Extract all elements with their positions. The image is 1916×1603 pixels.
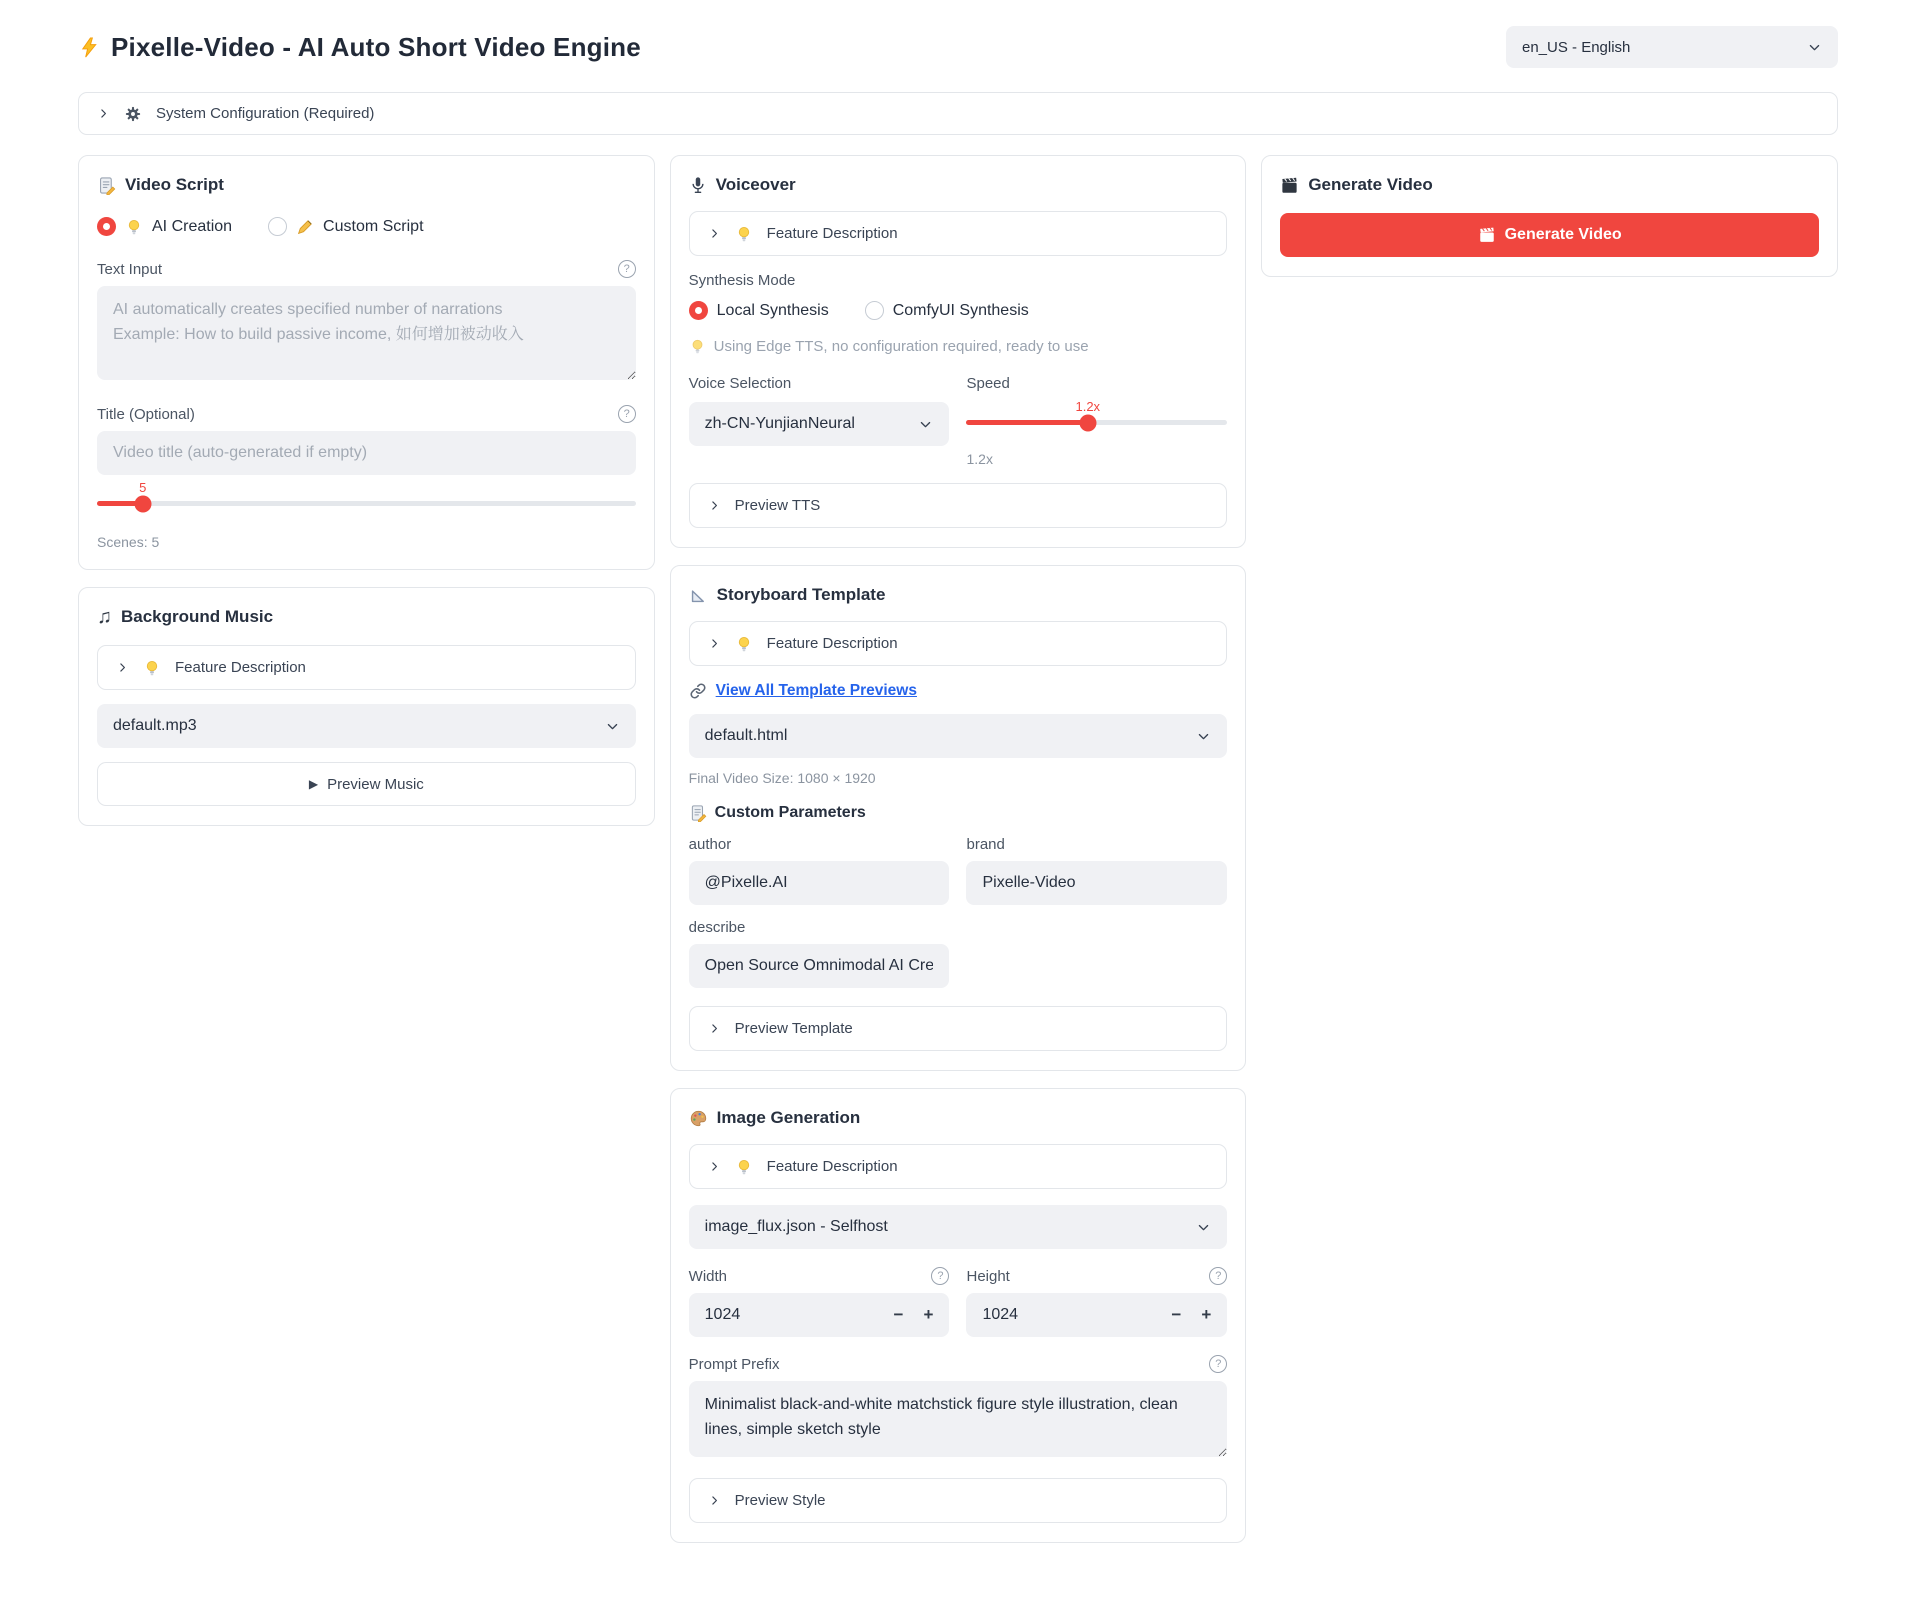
tts-tip-text: Using Edge TTS, no configuration required, ready to use: [713, 338, 1089, 355]
speed-caption: 1.2x: [966, 451, 993, 467]
chevron-down-icon: [605, 719, 620, 734]
text-input-label: Text Input: [97, 260, 163, 278]
scenes-slider-wrap: [97, 480, 636, 506]
author-input[interactable]: [689, 861, 950, 905]
chevron-right-icon: [708, 1022, 721, 1035]
title-optional-label: Title (Optional): [97, 405, 195, 423]
image-generation-title: [689, 1108, 1228, 1128]
workflow-value: image_flux.json - Selfhost: [704, 1218, 888, 1235]
writing-pen-icon: [296, 218, 314, 236]
height-col: [966, 1267, 1227, 1337]
chevron-right-icon: [97, 107, 110, 120]
storyboard-feature-description-accordion[interactable]: [689, 621, 1228, 666]
speed-label: Speed: [966, 375, 1010, 392]
storyboard-feature-description-label: Feature Description: [766, 635, 898, 652]
image-feature-description-label: Feature Description: [766, 1158, 898, 1175]
synthesis-mode-radio-group: [689, 301, 1228, 320]
voice-selection-dropdown[interactable]: [689, 402, 950, 446]
help-icon[interactable]: ?: [931, 1267, 949, 1285]
lightning-icon: [78, 36, 101, 59]
column-right: [1261, 155, 1838, 277]
chevron-right-icon: [708, 1494, 721, 1507]
generate-video-title: [1280, 175, 1819, 195]
storyboard-title: [689, 585, 1228, 605]
template-previews-link-row: [689, 682, 1228, 700]
prompt-prefix-label-row: [689, 1355, 1228, 1373]
radio-local-synthesis-label: Local Synthesis: [716, 301, 829, 319]
preview-template-label: Preview Template: [734, 1020, 853, 1037]
help-icon[interactable]: ?: [1209, 1355, 1227, 1373]
preview-template-accordion[interactable]: [689, 1006, 1228, 1051]
chevron-down-icon: [1807, 40, 1822, 55]
prompt-prefix-textarea[interactable]: [689, 1381, 1228, 1457]
main-grid: [78, 155, 1838, 1543]
height-decrement-button[interactable]: −: [1161, 1299, 1191, 1331]
custom-parameters-title-text: Custom Parameters: [714, 804, 866, 821]
text-input-label-row: [97, 260, 636, 278]
scenes-slider-value: 5: [139, 480, 147, 495]
image-generation-card: [670, 1088, 1247, 1543]
video-title-input[interactable]: [97, 431, 636, 475]
width-label: Width: [688, 1267, 727, 1285]
voiceover-feature-description-label: Feature Description: [766, 225, 898, 242]
system-config-label: System Configuration (Required): [156, 105, 375, 122]
describe-row: [689, 919, 1228, 988]
view-all-template-previews-link[interactable]: View All Template Previews: [715, 682, 917, 699]
title-label-row: [97, 405, 636, 423]
radio-selected-dot[interactable]: [689, 301, 708, 320]
template-dropdown[interactable]: [689, 714, 1228, 758]
bulb-icon: [735, 1158, 753, 1176]
prompt-prefix-label: Prompt Prefix: [688, 1355, 780, 1373]
column-left: [78, 155, 655, 826]
speed-col: [966, 375, 1227, 467]
brand-col: [966, 836, 1227, 905]
radio-custom-script[interactable]: [268, 217, 423, 236]
brand-label: brand: [966, 836, 1005, 853]
author-brand-row: [689, 836, 1228, 905]
chevron-right-icon: [708, 227, 721, 240]
language-value: en_US - English: [1522, 38, 1631, 56]
music-file-dropdown[interactable]: [97, 704, 636, 748]
link-icon: [689, 682, 707, 700]
play-icon: ▶: [308, 777, 319, 791]
microphone-icon: [689, 176, 707, 194]
radio-local-synthesis[interactable]: [689, 301, 829, 320]
preview-style-label: Preview Style: [734, 1492, 826, 1509]
template-value: default.html: [704, 727, 788, 744]
background-music-title: [97, 607, 636, 627]
speed-slider-handle[interactable]: [1079, 414, 1096, 431]
workflow-dropdown[interactable]: [689, 1205, 1228, 1249]
video-script-title: [97, 175, 636, 195]
preview-music-label: Preview Music: [327, 775, 424, 793]
describe-label: describe: [688, 919, 746, 936]
synthesis-mode-label: Synthesis Mode: [688, 272, 796, 289]
describe-input[interactable]: [689, 944, 950, 988]
height-label: Height: [966, 1267, 1010, 1285]
memo-pencil-icon: [689, 804, 707, 822]
page-title-text: Pixelle-Video - AI Auto Short Video Engine: [111, 31, 641, 62]
author-label: author: [688, 836, 732, 853]
voiceover-feature-description-accordion[interactable]: [689, 211, 1228, 256]
page-title: [78, 32, 641, 63]
storyboard-card: [670, 565, 1247, 1071]
width-stepper[interactable]: [689, 1293, 950, 1337]
speed-slider-value: 1.2x: [1075, 399, 1101, 414]
height-increment-button[interactable]: +: [1191, 1299, 1221, 1331]
music-feature-description-accordion[interactable]: [97, 645, 636, 690]
gear-icon: [124, 105, 142, 123]
voiceover-title: [689, 175, 1228, 195]
preview-style-accordion[interactable]: [689, 1478, 1228, 1523]
background-music-card: [78, 587, 655, 826]
width-height-row: [689, 1267, 1228, 1337]
preview-music-button[interactable]: [97, 762, 636, 806]
radio-ai-creation[interactable]: [97, 217, 232, 236]
script-mode-radio-group: [97, 217, 636, 236]
width-decrement-button[interactable]: −: [883, 1299, 913, 1331]
voice-selection-value: zh-CN-YunjianNeural: [704, 415, 855, 432]
generate-video-button-label: Generate Video: [1504, 226, 1622, 243]
scenes-slider-handle[interactable]: [134, 495, 151, 512]
generate-video-title-text: Generate Video: [1308, 175, 1433, 194]
music-file-value: default.mp3: [113, 717, 197, 734]
width-col: [689, 1267, 950, 1337]
clapperboard-icon: [1478, 226, 1496, 244]
bulb-icon: [735, 225, 753, 243]
preview-tts-accordion[interactable]: [689, 483, 1228, 528]
clapperboard-icon: [1280, 176, 1299, 195]
triangle-ruler-icon: [689, 586, 708, 605]
height-stepper[interactable]: [966, 1293, 1227, 1337]
video-script-card: [78, 155, 655, 570]
generate-video-button[interactable]: [1280, 213, 1819, 257]
chevron-right-icon: [708, 637, 721, 650]
author-col: [689, 836, 950, 905]
speed-slider[interactable]: [966, 420, 1227, 425]
speed-slider-wrap: [966, 399, 1227, 425]
width-increment-button[interactable]: +: [913, 1299, 943, 1331]
voice-selection-col: [689, 375, 950, 467]
image-generation-title-text: Image Generation: [716, 1108, 861, 1127]
chevron-right-icon: [708, 1160, 721, 1173]
chevron-down-icon: [918, 417, 933, 432]
help-icon[interactable]: ?: [618, 405, 636, 423]
radio-comfyui-synthesis[interactable]: [865, 301, 1029, 320]
brand-label-row: [966, 836, 1227, 853]
voice-selection-label-row: [689, 375, 950, 392]
radio-unselected-dot[interactable]: [865, 301, 884, 320]
chevron-down-icon: [1196, 1220, 1211, 1235]
radio-unselected-dot[interactable]: [268, 217, 287, 236]
voiceover-card: [670, 155, 1247, 548]
voice-selection-label: Voice Selection: [688, 375, 792, 392]
bulb-icon: [125, 218, 143, 236]
chevron-down-icon: [1196, 729, 1211, 744]
background-music-title-text: Background Music: [121, 607, 274, 626]
preview-tts-label: Preview TTS: [734, 497, 821, 514]
music-note-icon: ♫: [97, 606, 112, 628]
storyboard-title-text: Storyboard Template: [716, 585, 886, 604]
custom-parameters-title: [689, 804, 1228, 822]
image-feature-description-accordion[interactable]: [689, 1144, 1228, 1189]
script-text-input[interactable]: [97, 286, 636, 380]
describe-col: [689, 919, 950, 988]
height-label-row: [966, 1267, 1227, 1285]
help-icon[interactable]: ?: [1209, 1267, 1227, 1285]
tts-tip-row: [689, 338, 1228, 355]
scenes-slider[interactable]: [97, 501, 636, 506]
language-selector[interactable]: [1506, 26, 1838, 68]
column-middle: [670, 155, 1247, 1543]
width-label-row: [689, 1267, 950, 1285]
memo-pencil-icon: [97, 176, 116, 195]
brand-input[interactable]: [966, 861, 1227, 905]
synthesis-mode-label-row: [689, 272, 1228, 289]
radio-custom-script-label: Custom Script: [323, 217, 424, 235]
bulb-icon: [143, 659, 161, 677]
bulb-icon: [689, 338, 706, 355]
radio-selected-dot[interactable]: [97, 217, 116, 236]
music-feature-description-label: Feature Description: [175, 659, 306, 676]
top-bar: [78, 26, 1838, 68]
scenes-caption: Scenes: 5: [97, 534, 160, 550]
help-icon[interactable]: ?: [618, 260, 636, 278]
chevron-right-icon: [708, 499, 721, 512]
final-video-size-caption: Final Video Size: 1080 × 1920: [688, 770, 876, 786]
radio-comfyui-synthesis-label: ComfyUI Synthesis: [892, 301, 1029, 319]
describe-label-row: [689, 919, 950, 936]
chevron-right-icon: [116, 661, 129, 674]
system-config-accordion[interactable]: [78, 92, 1838, 135]
radio-ai-creation-label: AI Creation: [152, 217, 233, 235]
speed-label-row: [966, 375, 1227, 392]
bulb-icon: [735, 635, 753, 653]
width-value[interactable]: 1024: [704, 1306, 741, 1323]
height-value[interactable]: 1024: [982, 1306, 1019, 1323]
voice-speed-row: [689, 375, 1228, 467]
voiceover-title-text: Voiceover: [715, 175, 796, 194]
video-script-title-text: Video Script: [125, 175, 224, 194]
generate-video-card: [1261, 155, 1838, 277]
palette-icon: [689, 1109, 708, 1128]
author-label-row: [689, 836, 950, 853]
